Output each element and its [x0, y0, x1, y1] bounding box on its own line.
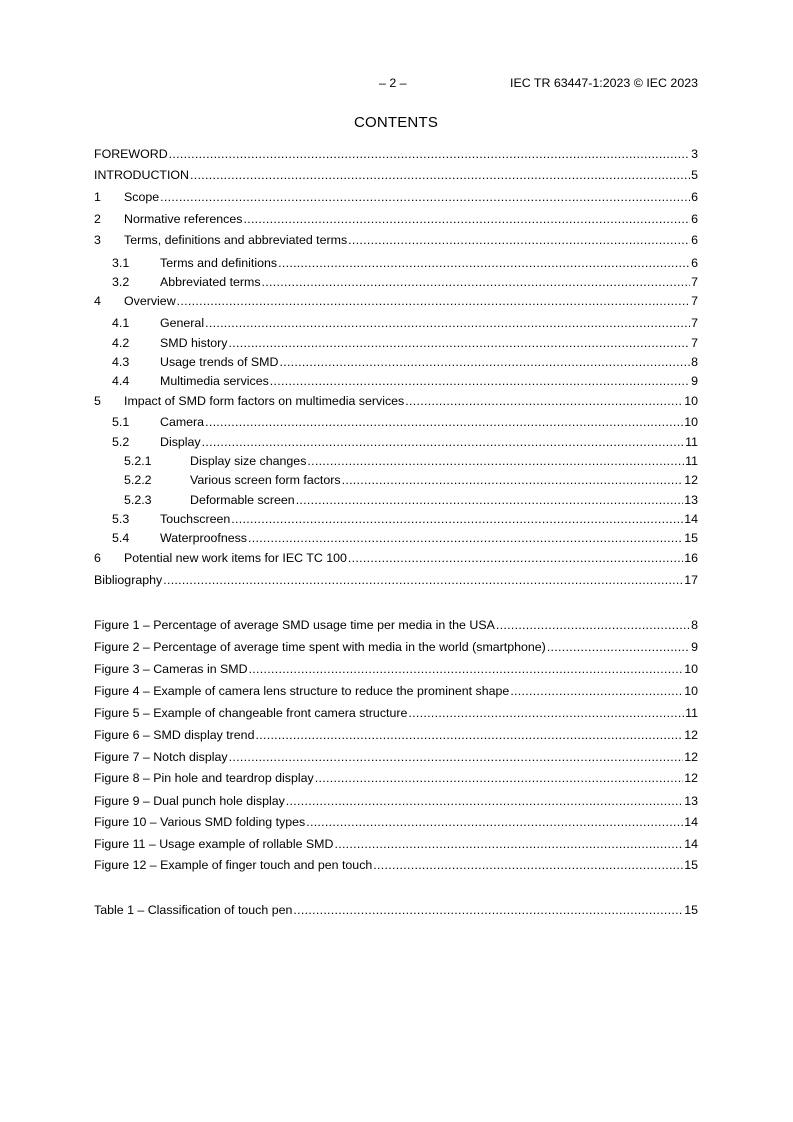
toc-entry-impact-of-smd[interactable] [94, 393, 698, 409]
figure-entry-title: Figure 4 – Example of camera lens structure to reduce the prominent shape [94, 684, 510, 698]
toc-entry-title: Camera [160, 415, 205, 429]
dot-leader [169, 146, 690, 162]
dot-leader [547, 639, 690, 655]
toc-entry-number: 5.2.3 [124, 493, 152, 507]
figure-entry[interactable] [94, 836, 698, 852]
toc-entry-page: 7 [691, 336, 698, 350]
toc-entry-number: 5.3 [112, 512, 130, 526]
toc-entry-general[interactable] [94, 315, 698, 331]
dot-leader [262, 274, 691, 290]
toc-entry-deformable-screen[interactable] [94, 492, 698, 508]
toc-entry-page: 6 [691, 256, 698, 270]
figure-entry[interactable] [94, 770, 698, 786]
table-entry-page: 15 [684, 903, 698, 917]
toc-entry-title: General [160, 316, 205, 330]
figure-entry[interactable] [94, 661, 698, 677]
figure-entry-title: Figure 2 – Percentage of average time spent with media in the world (smartphone) [94, 640, 546, 654]
toc-entry-overview[interactable] [94, 293, 698, 309]
dot-leader [255, 727, 683, 743]
toc-entry-title: Normative references [124, 212, 243, 226]
toc-entry-page: 6 [691, 190, 698, 204]
dot-leader [334, 836, 683, 852]
toc-entry-normative-references[interactable] [94, 211, 698, 227]
dot-leader [307, 453, 684, 469]
figure-entry-title: Figure 9 – Dual punch hole display [94, 794, 285, 808]
toc-entry-number: 4.1 [112, 316, 130, 330]
toc-entry-page: 12 [684, 473, 698, 487]
toc-entry-title: Waterproofness [160, 531, 248, 545]
figure-entry-title: Figure 6 – SMD display trend [94, 728, 255, 742]
dot-leader [348, 550, 683, 566]
table-entry[interactable] [94, 902, 698, 918]
dot-leader [306, 814, 683, 830]
toc-entry-foreword[interactable] [94, 146, 698, 162]
toc-entry-title: Potential new work items for IEC TC 100 [124, 551, 347, 565]
figure-entry-page: 14 [684, 815, 698, 829]
dot-leader [228, 335, 690, 351]
figure-entry-title: Figure 8 – Pin hole and teardrop display [94, 771, 314, 785]
toc-entry-number: 5.2.1 [124, 454, 152, 468]
dot-leader [278, 255, 690, 271]
figure-entry[interactable] [94, 749, 698, 765]
toc-entry-title: Display [160, 435, 201, 449]
dot-leader [190, 167, 690, 183]
figure-entry-page: 12 [684, 750, 698, 764]
toc-entry-scope[interactable] [94, 189, 698, 205]
figure-entry-title: Figure 3 – Cameras in SMD [94, 662, 248, 676]
toc-entry-title: Deformable screen [190, 493, 295, 507]
toc-entry-page: 10 [684, 415, 698, 429]
toc-entry-page: 11 [685, 435, 698, 449]
toc-entry-title: Terms and definitions [160, 256, 278, 270]
toc-entry-display-size-changes[interactable] [94, 453, 698, 469]
toc-entry-title: Abbreviated terms [160, 275, 261, 289]
toc-entry-page: 11 [685, 454, 698, 468]
toc-entry-screen-form-factors[interactable] [94, 472, 698, 488]
figure-entry-page: 12 [684, 771, 698, 785]
dot-leader [229, 749, 684, 765]
figure-entry[interactable] [94, 814, 698, 830]
dot-leader [248, 530, 683, 546]
toc-entry-number: 3 [94, 233, 101, 247]
toc-entry-page: 14 [684, 512, 698, 526]
figure-entry-page: 10 [684, 684, 698, 698]
toc-entry-page: 13 [684, 493, 698, 507]
figure-entry-page: 15 [684, 858, 698, 872]
dot-leader [373, 857, 683, 873]
toc-entry-number: 5.2 [112, 435, 130, 449]
figure-entry-page: 13 [684, 794, 698, 808]
toc-entry-camera[interactable] [94, 414, 698, 430]
dot-leader [270, 373, 690, 389]
toc-entry-number: 4.2 [112, 336, 130, 350]
figure-entry[interactable] [94, 617, 698, 633]
toc-entry-title: Multimedia services [160, 374, 269, 388]
toc-entry-title: INTRODUCTION [94, 168, 189, 182]
figure-entry-page: 14 [684, 837, 698, 851]
toc-entry-title: Usage trends of SMD [160, 355, 279, 369]
toc-entry-title: SMD history [160, 336, 228, 350]
toc-entry-page: 16 [684, 551, 698, 565]
dot-leader [496, 617, 690, 633]
toc-entry-terms[interactable] [94, 232, 698, 248]
figure-entry[interactable] [94, 705, 698, 721]
toc-entry-number: 5.4 [112, 531, 130, 545]
toc-entry-usage-trends[interactable] [94, 354, 698, 370]
toc-entry-abbreviated-terms[interactable] [94, 274, 698, 290]
figure-entry-title: Figure 1 – Percentage of average SMD usage time per media in the USA [94, 618, 495, 632]
document-id: IEC TR 63447-1:2023 © IEC 2023 [510, 76, 698, 90]
toc-entry-introduction[interactable] [94, 167, 698, 183]
figure-entry-page: 12 [684, 728, 698, 742]
dot-leader [243, 211, 690, 227]
dot-leader [163, 572, 683, 588]
toc-entry-terms-and-definitions[interactable] [94, 255, 698, 271]
toc-entry-number: 4.4 [112, 374, 130, 388]
toc-entry-display[interactable] [94, 434, 698, 450]
toc-entry-number: 5 [94, 394, 101, 408]
toc-entry-number: 4.3 [112, 355, 130, 369]
toc-entry-page: 17 [684, 573, 698, 587]
page-number: – 2 – [379, 76, 407, 90]
figure-entry-title: Figure 11 – Usage example of rollable SMD [94, 837, 334, 851]
toc-entry-page: 5 [691, 168, 698, 182]
figure-entry[interactable] [94, 639, 698, 655]
toc-entry-page: 7 [691, 294, 698, 308]
toc-entry-page: 8 [691, 355, 698, 369]
figure-entry-title: Figure 10 – Various SMD folding types [94, 815, 306, 829]
toc-entry-number: 5.1 [112, 415, 130, 429]
toc-entry-number: 6 [94, 551, 101, 565]
page-header [94, 76, 698, 92]
toc-entry-title: Various screen form factors [190, 473, 341, 487]
toc-entry-new-work-items[interactable] [94, 550, 698, 566]
figure-entry-title: Figure 5 – Example of changeable front camera structure [94, 706, 408, 720]
dot-leader [279, 354, 690, 370]
toc-entry-page: 3 [691, 147, 698, 161]
figure-entry-page: 11 [685, 706, 698, 720]
figure-entry-page: 10 [684, 662, 698, 676]
figure-entry-title: Figure 12 – Example of finger touch and pen touch [94, 858, 373, 872]
dot-leader [296, 492, 684, 508]
dot-leader [160, 189, 690, 205]
dot-leader [315, 770, 683, 786]
page-title: CONTENTS [353, 114, 439, 131]
dot-leader [202, 434, 684, 450]
figure-entry[interactable] [94, 793, 698, 809]
toc-entry-multimedia-services[interactable] [94, 373, 698, 389]
dot-leader [205, 414, 683, 430]
dot-leader [342, 472, 684, 488]
toc-entry-title: Touchscreen [160, 512, 231, 526]
figure-entry-title: Figure 7 – Notch display [94, 750, 228, 764]
figure-entry-page: 8 [691, 618, 698, 632]
toc-entry-number: 2 [94, 212, 101, 226]
dot-leader [293, 902, 683, 918]
figure-entry-page: 9 [691, 640, 698, 654]
toc-entry-title: Bibliography [94, 573, 163, 587]
toc-entry-title: Display size changes [190, 454, 307, 468]
table-entry-title: Table 1 – Classification of touch pen [94, 903, 293, 917]
toc-entry-number: 5.2.2 [124, 473, 152, 487]
toc-entry-number: 4 [94, 294, 101, 308]
toc-entry-number: 1 [94, 190, 101, 204]
toc-entry-smd-history[interactable] [94, 335, 698, 351]
dot-leader [408, 705, 684, 721]
toc-entry-title: Overview [124, 294, 176, 308]
dot-leader [405, 393, 683, 409]
toc-entry-title: Scope [124, 190, 160, 204]
toc-entry-page: 10 [684, 394, 698, 408]
dot-leader [205, 315, 690, 331]
dot-leader [286, 793, 683, 809]
toc-entry-page: 6 [691, 212, 698, 226]
toc-entry-page: 7 [691, 316, 698, 330]
figure-entry[interactable] [94, 683, 698, 699]
dot-leader [348, 232, 690, 248]
toc-entry-bibliography[interactable] [94, 572, 698, 588]
toc-entry-page: 7 [691, 275, 698, 289]
figure-entry[interactable] [94, 727, 698, 743]
toc-entry-page: 6 [691, 233, 698, 247]
dot-leader [231, 511, 683, 527]
toc-entry-number: 3.1 [112, 256, 130, 270]
toc-entry-touchscreen[interactable] [94, 511, 698, 527]
toc-entry-waterproofness[interactable] [94, 530, 698, 546]
toc-entry-title: Terms, definitions and abbreviated terms [124, 233, 348, 247]
dot-leader [177, 293, 690, 309]
toc-entry-title: Impact of SMD form factors on multimedia services [124, 394, 405, 408]
toc-entry-page: 9 [691, 374, 698, 388]
toc-entry-page: 15 [684, 531, 698, 545]
figure-entry[interactable] [94, 857, 698, 873]
dot-leader [510, 683, 683, 699]
toc-entry-number: 3.2 [112, 275, 130, 289]
dot-leader [249, 661, 684, 677]
toc-entry-title: FOREWORD [94, 147, 168, 161]
